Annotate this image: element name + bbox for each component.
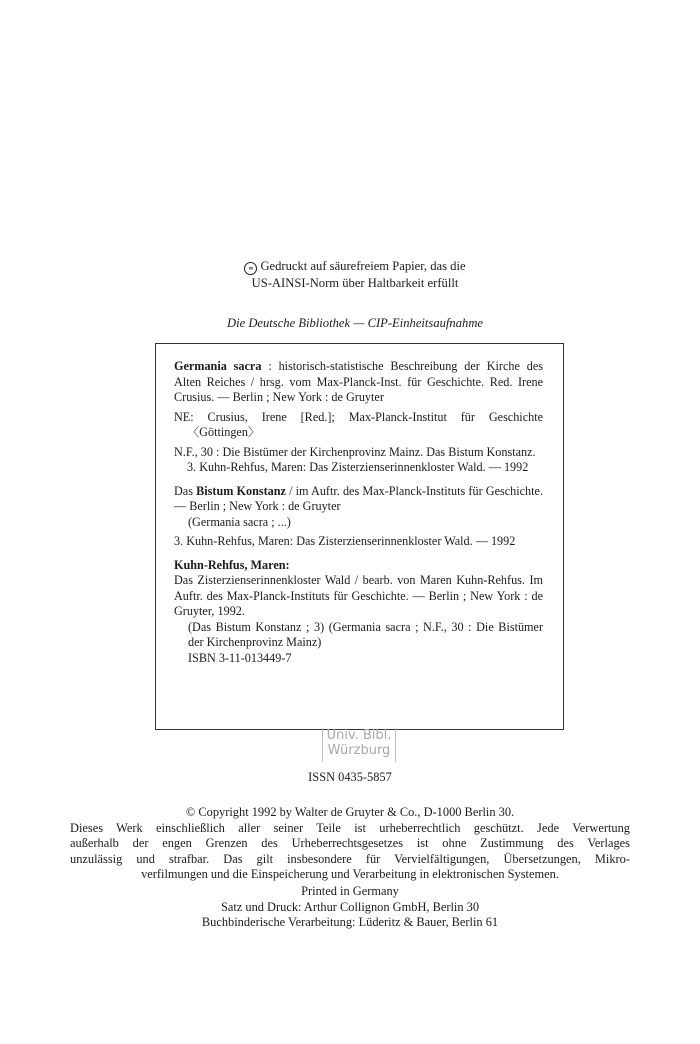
cip-bistum-volume: 3. Kuhn-Rehfus, Maren: Das Zisterzienserinnenkloster Wald. — 1992 <box>174 534 516 548</box>
cip-author-text: Das Zisterzienserinnenkloster Wald / bearb. von Maren Kuhn-Rehfus. Im Auftr. des Max-Planck-Instituts für Geschichte. — Berlin ; New York : de Gruyter, 1992. <box>174 573 543 618</box>
cip-record <box>174 359 543 670</box>
paper-note-line-2: US-AINSI-Norm über Haltbarkeit erfüllt <box>251 276 459 290</box>
cip-author-series: (Das Bistum Konstanz ; 3) (Germania sacra ; N.F., 30 : Die Bistümer der Kirchenprovinz Mainz) <box>188 619 543 649</box>
copyright-line: © Copyright 1992 by Walter de Gruyter & Co., D-1000 Berlin 30. <box>185 805 515 819</box>
stamp-line-2: Würzburg <box>327 743 391 758</box>
cip-entry-text: : historisch-statistische Beschreibung der Kirche des Alten Reiches / hrsg. vom Max-Planck-Inst. für Geschichte. Red. Irene Crusius. — Berlin ; New York : de Gruyter <box>174 359 543 404</box>
cip-heading: Die Deutsche Bibliothek — CIP-Einheitsaufnahme <box>226 316 483 330</box>
cip-entry-title: Germania sacra <box>174 359 262 373</box>
typesetting-printing: Satz und Druck: Arthur Collignon GmbH, Berlin 30 <box>220 899 480 914</box>
cip-bistum-title: Bistum Konstanz <box>196 483 286 498</box>
cip-entry-main <box>174 359 543 406</box>
isbn: ISBN 3-11-013449-7 <box>188 650 292 665</box>
copyright-body-3: unzulässig und strafbar. Das gilt insbesondere für Vervielfältigungen, Übersetzungen, Mikro- <box>70 851 630 866</box>
imprint <box>0 884 700 931</box>
copyright-body-1: Dieses Werk einschließlich aller seiner Teile ist urheberrechtlich geschützt. Jede Verwertung <box>70 820 630 835</box>
cip-entry-ne: NE: Crusius, Irene [Red.]; Max-Planck-Institut für Geschichte 〈Göttingen〉 <box>174 409 543 439</box>
copyright-body-4: verfilmungen und die Einspeicherung und Verarbeitung in elektronischen Systemen. <box>141 867 559 881</box>
cip-entry-bistum: Das Bistum Konstanz / im Auftr. des Max-Planck-Instituts für Geschichte. — Berlin ; New York : de Gruyter (Germania sacra ; ...) <box>174 483 543 529</box>
issn: ISSN 0435-5857 <box>308 770 392 784</box>
acid-free-paper-note <box>120 258 590 291</box>
cip-nf-volume: 3. Kuhn-Rehfus, Maren: Das Zisterzienserinnenkloster Wald. — 1992 <box>187 460 529 474</box>
cip-entry-author <box>174 558 543 667</box>
cip-bistum-series: (Germania sacra ; ...) <box>188 514 291 529</box>
cip-box-rule <box>155 729 213 730</box>
stamp-line-1: Univ. Bibl. <box>326 728 392 743</box>
copyright-notice <box>70 805 630 883</box>
paper-note-line-1: ∞ Gedruckt auf säurefreiem Papier, das die <box>120 258 590 275</box>
cip-author-name: Kuhn-Rehfus, Maren: <box>174 557 290 572</box>
printed-in: Printed in Germany <box>301 884 399 898</box>
cip-entry-nf <box>174 445 543 476</box>
binding: Buchbinderische Verarbeitung: Lüderitz & Bauer, Berlin 61 <box>201 915 499 929</box>
cip-nf-title: N.F., 30 : Die Bistümer der Kirchenprovinz Mainz. Das Bistum Konstanz. <box>174 444 536 459</box>
library-stamp <box>322 728 396 762</box>
recycled-paper-icon: ∞ <box>244 262 257 275</box>
copyright-body-2: außerhalb der engen Grenzen des Urheberrechtsgesetzes ist ohne Zustimmung des Verlages <box>70 836 630 850</box>
